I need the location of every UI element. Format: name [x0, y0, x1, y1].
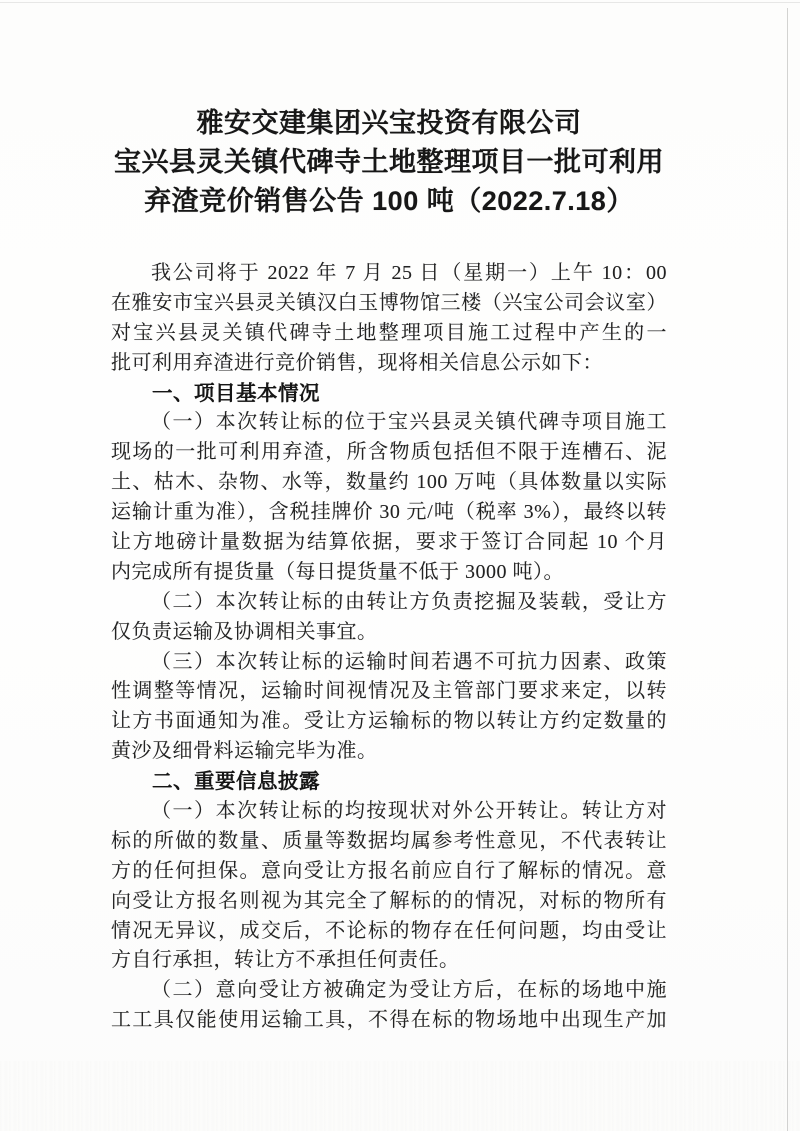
paragraph-line: 现场的一批可利用弃渣，所含物质包括但不限于连槽石、泥: [111, 441, 667, 464]
paragraph-line: 标的所做的数量、质量等数据均属参考性意见，不代表转让: [111, 829, 667, 852]
paragraph-line: （二）本次转让标的由转让方负责挖掘及装载，受让方: [151, 590, 667, 613]
paragraph-line: 对宝兴县灵关镇代碑寺土地整理项目施工过程中产生的一: [111, 321, 667, 344]
title-line-2: 宝兴县灵关镇代碑寺土地整理项目一批可利用: [114, 147, 664, 177]
paragraph-line: 内完成所有提货量（每日提货量不低于 3000 吨）。: [111, 560, 564, 583]
document-content: [111, 0, 667, 1036]
paragraph-line: 黄沙及细骨料运输完毕为准。: [111, 740, 378, 763]
section-heading-1: 一、项目基本情况: [152, 381, 320, 405]
paragraph-line: 仅负责运输及协调相关事宜。: [111, 620, 378, 643]
paragraph-line: 性调整等情况，运输时间视情况及主管部门要求来定，以转: [111, 680, 667, 703]
paragraph-line: （一）本次转让标的均按现状对外公开转让。转让方对: [151, 800, 667, 823]
paragraph-line: （三）本次转让标的运输时间若遇不可抗力因素、政策: [151, 650, 667, 673]
document-body: [111, 259, 667, 1036]
scan-edge-right: [787, 8, 788, 1131]
paragraph-line: （一）本次转让标的位于宝兴县灵关镇代碑寺项目施工: [151, 411, 667, 434]
title-line-3: 弃渣竞价销售公告 100 吨（2022.7.18）: [144, 186, 634, 216]
section-heading-2: 二、重要信息披露: [152, 770, 320, 794]
paragraph-line: 让方书面通知为准。受让方运输标的物以转让方约定数量的: [111, 710, 667, 733]
paragraph-line: 批可利用弃渣进行竞价销售，现将相关信息公示如下：: [111, 351, 603, 374]
paragraph-line: 我公司将于 2022 年 7 月 25 日（星期一）上午 10：00: [151, 262, 667, 284]
document-title: [111, 104, 667, 221]
paragraph-line: 方的任何担保。意向受让方报名前应自行了解标的情况。意: [111, 859, 667, 882]
title-line-1: 雅安交建集团兴宝投资有限公司: [196, 108, 582, 138]
paragraph-line: 运输计重为准），含税挂牌价 30 元/吨（税率 3%），最终以转: [111, 501, 667, 524]
paragraph-line: 让方地磅计量数据为结算依据，要求于签订合同起 10 个月: [111, 531, 667, 554]
paragraph-line: 向受让方报名则视为其完全了解标的的情况，对标的物所有: [111, 889, 667, 912]
paragraph-line: 情况无异议，成交后，不论标的物存在任何问题，均由受让: [111, 919, 667, 942]
paragraph-line: 方自行承担，转让方不承担任何责任。: [111, 949, 460, 972]
scan-noise: [0, 1061, 800, 1131]
paragraph-line: （二）意向受让方被确定为受让方后，在标的场地中施: [151, 979, 667, 1002]
paragraph-line: 土、枯木、杂物、水等，数量约 100 万吨（具体数量以实际: [111, 471, 667, 494]
paragraph-line: 工工具仅能使用运输工具，不得在标的物场地中出现生产加: [111, 1009, 667, 1032]
paragraph-line: 在雅安市宝兴县灵关镇汉白玉博物馆三楼（兴宝公司会议室）: [111, 291, 667, 314]
